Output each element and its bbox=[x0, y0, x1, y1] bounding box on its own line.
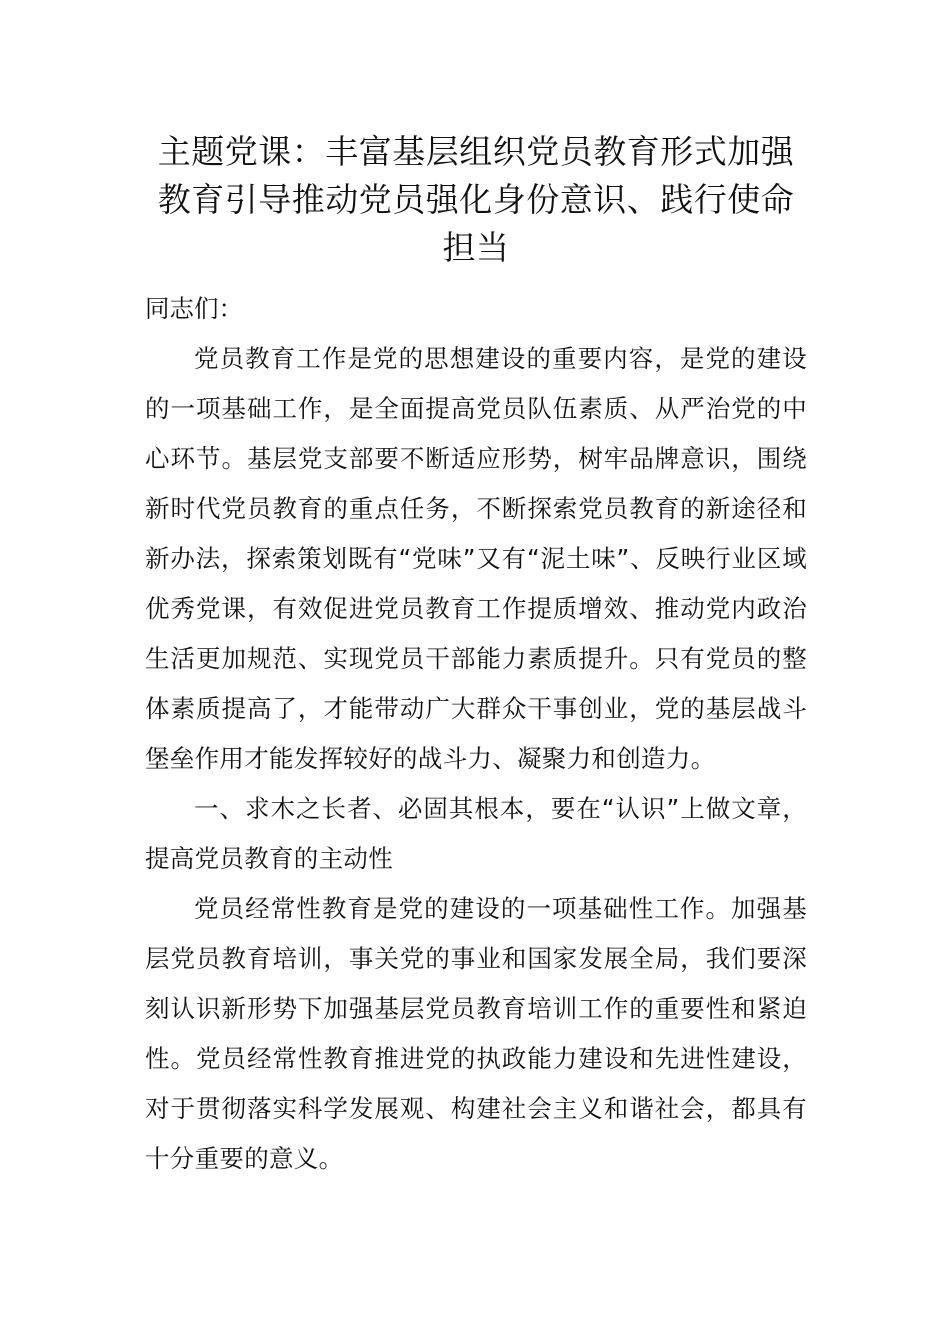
section-heading-1: 一、求木之长者、必固其根本，要在“认识”上做文章，提高党员教育的主动性 bbox=[145, 794, 807, 873]
salutation: 同志们： bbox=[145, 294, 243, 323]
document-title: 主题党课：丰富基层组织党员教育形式加强教育引导推动党员强化身份意识、践行使命担当 bbox=[157, 132, 795, 267]
section-1-paragraph: 党员经常性教育是党的建设的一项基础性工作。加强基层党员教育培训，事关党的事业和国家发展全局，我们要深刻认识新形势下加强基层党员教育培训工作的重要性和紧迫性。党员经常性教育推进党的执政能力建设和先进性建设，对于贯彻落实科学发展观、构建社会主义和谐社会，都具有十分重要的意义。 bbox=[145, 894, 807, 1173]
intro-paragraph: 党员教育工作是党的思想建设的重要内容，是党的建设的一项基础工作，是全面提高党员队伍素质、从严治党的中心环节。基层党支部要不断适应形势，树牢品牌意识，围绕新时代党员教育的重点任务，不断探索党员教育的新途径和新办法，探索策划既有“党味”又有“泥土味”、反映行业区域优秀党课，有效促进党员教育工作提质增效、推动党内政治生活更加规范、实现党员干部能力素质提升。只有党员的整体素质提高了，才能带动广大群众干事创业，党的基层战斗堡垒作用才能发挥较好的战斗力、凝聚力和创造力。 bbox=[145, 344, 807, 773]
document-body bbox=[145, 128, 807, 1184]
